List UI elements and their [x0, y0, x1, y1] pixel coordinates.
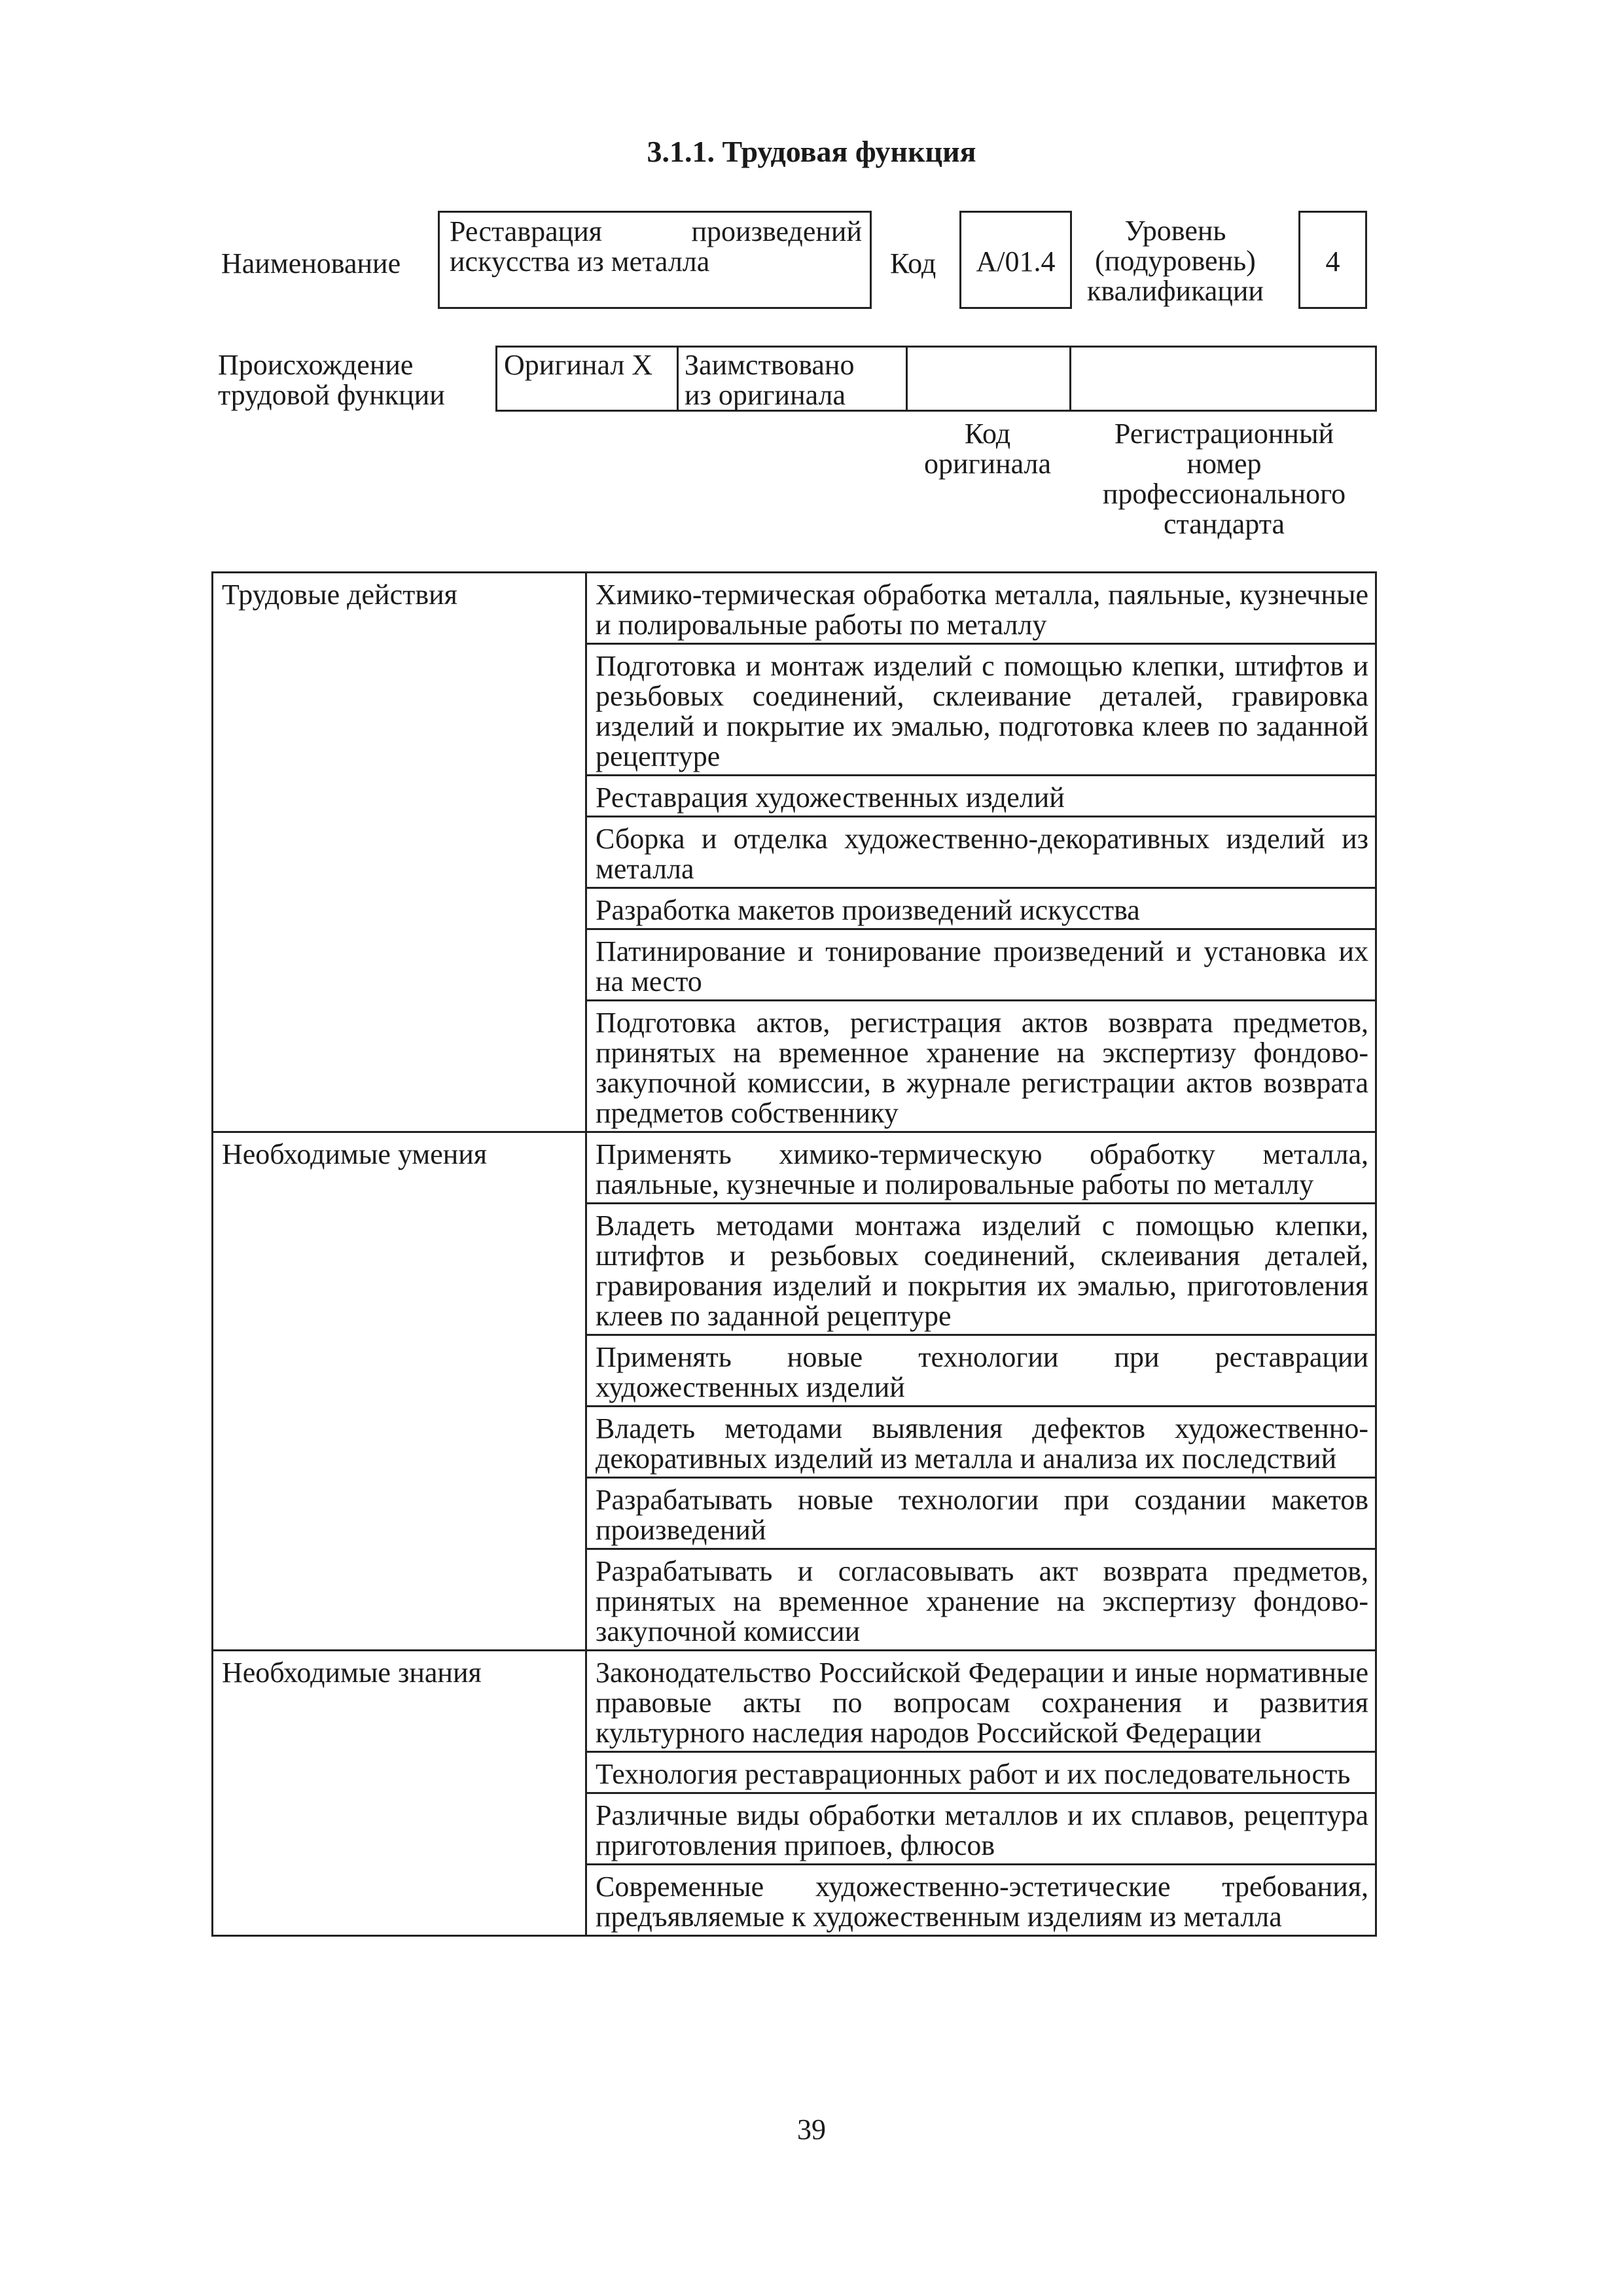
table-row	[213, 1132, 1376, 1204]
level-label-line2: (подуровень)	[1095, 245, 1256, 277]
knowledge-item: Современные художественно-эстетические требования, предъявляемые к художественным изделиям из металла	[586, 1865, 1376, 1936]
origin-borrowed-line2: из оригинала	[685, 379, 846, 411]
action-item: Сборка и отделка художественно-декоративных изделий из металла	[586, 817, 1376, 888]
action-item: Подготовка актов, регистрация актов возврата предметов, принятых на временное хранение на экспертизу фондово-закупочной комиссии, в журнале регистрации актов возврата предметов собственнику	[586, 1001, 1376, 1132]
action-item: Реставрация художественных изделий	[586, 776, 1376, 817]
origin-original: Оригинал X	[504, 349, 653, 381]
name-value-line1: Реставрация произведений	[450, 215, 862, 247]
origin-label-line2: трудовой функции	[218, 379, 445, 411]
name-value-line2: искусства из металла	[450, 245, 710, 278]
origin-reg-caption-line3: профессионального	[1102, 478, 1346, 510]
level-label-line3: квалификации	[1087, 275, 1264, 307]
skill-item: Разрабатывать новые технологии при создании макетов произведений	[586, 1478, 1376, 1549]
section-heading: 3.1.1. Трудовая функция	[647, 135, 976, 168]
skill-item: Применять новые технологии при реставрации художественных изделий	[586, 1335, 1376, 1407]
action-item: Патинирование и тонирование произведений и установка их на место	[586, 929, 1376, 1001]
origin-divider-2	[906, 346, 908, 412]
knowledge-item: Законодательство Российской Федерации и иные нормативные правовые акты по вопросам сохранения и развития культурного наследия народов Российской Федерации	[586, 1651, 1376, 1752]
skill-item: Применять химико-термическую обработку металла, паяльные, кузнечные и полировальные работы по металлу	[586, 1132, 1376, 1204]
origin-reg-caption-line4: стандарта	[1163, 508, 1285, 540]
function-table	[211, 571, 1377, 1937]
action-item: Разработка макетов произведений искусства	[586, 888, 1376, 929]
skill-item: Разрабатывать и согласовывать акт возврата предметов, принятых на временное хранение на экспертизу фондово-закупочной комиссии	[586, 1549, 1376, 1651]
origin-borrowed	[685, 350, 854, 410]
knowledge-label: Необходимые знания	[213, 1651, 586, 1936]
origin-borrowed-line1: Заимствовано	[685, 349, 855, 381]
origin-divider-1	[677, 346, 679, 412]
level-value: 4	[1325, 245, 1340, 278]
code-value: A/01.4	[976, 245, 1056, 278]
skills-label: Необходимые умения	[213, 1132, 586, 1651]
knowledge-item: Различные виды обработки металлов и их сплавов, рецептура приготовления припоев, флюсов	[586, 1793, 1376, 1865]
origin-label	[218, 350, 445, 410]
code-value-box	[959, 211, 1072, 309]
level-value-box	[1298, 211, 1367, 309]
table-row	[213, 573, 1376, 644]
origin-code-caption-line1: Код	[964, 418, 1011, 450]
action-item: Подготовка и монтаж изделий с помощью клепки, штифтов и резьбовых соединений, склеивание деталей, гравировка изделий и покрытие их эмалью, подготовка клеев по заданной рецептуре	[586, 644, 1376, 776]
action-item: Химико-термическая обработка металла, паяльные, кузнечные и полировальные работы по металлу	[586, 573, 1376, 644]
origin-reg-caption-line2: номер	[1186, 448, 1262, 480]
level-label	[1073, 216, 1277, 306]
name-value-box	[438, 211, 872, 309]
code-label: Код	[890, 247, 936, 279]
origin-code-caption	[906, 419, 1069, 479]
skill-item: Владеть методами монтажа изделий с помощью клепки, штифтов и резьбовых соединений, склеивания деталей, гравирования изделий и покрытия их эмалью, приготовления клеев по заданной рецептуре	[586, 1204, 1376, 1335]
name-label: Наименование	[221, 247, 401, 279]
actions-label: Трудовые действия	[213, 573, 586, 1132]
origin-reg-caption-line1: Регистрационный	[1114, 418, 1334, 450]
origin-label-line1: Происхождение	[218, 349, 414, 381]
level-label-line1: Уровень	[1124, 215, 1226, 247]
table-row	[213, 1651, 1376, 1752]
page-number: 39	[797, 2113, 826, 2145]
origin-code-caption-line2: оригинала	[923, 448, 1052, 480]
skill-item: Владеть методами выявления дефектов художественно-декоративных изделий из металла и анализа их последствий	[586, 1407, 1376, 1478]
origin-reg-caption	[1071, 419, 1377, 539]
origin-divider-3	[1069, 346, 1071, 412]
knowledge-item: Технология реставрационных работ и их последовательность	[586, 1752, 1376, 1793]
